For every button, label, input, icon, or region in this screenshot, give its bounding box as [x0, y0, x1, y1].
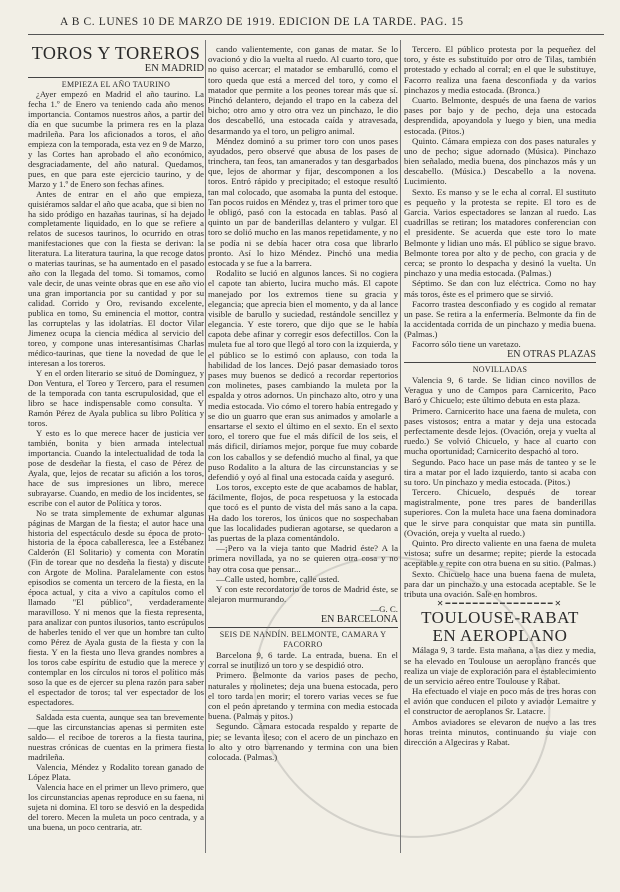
paragraph: Y en el orden literario se situó de Domínguez, y Don Ventura, el Toreo y Tercero, para el resumen de la temporada con tanta escrupulosidad, que el libro se hace indispensable como consulta. Y Ramón Pérez de Ayala publica su libro Política y toros. [28, 368, 204, 428]
paragraph: Cuarto. Belmonte, después de una faena de varios pases por bajo y de pecho, deja una estocada desprendida, apoyandola y luego y bien, una media estocada. (Pitos.) [404, 94, 596, 136]
column-divider [205, 40, 206, 853]
paragraph: Valencia, Méndez y Rodalito torean ganado de López Plata. [28, 761, 204, 782]
paragraph: Barcelona 9, 6 tarde. La entrada, buena. En el corral se inutilizó un toro y se despidió otro. [208, 650, 398, 671]
divider [52, 710, 180, 711]
article-title: TOROS Y TOREROS [31, 43, 201, 63]
paragraph: Los toros, excepto este de que acabamos de hablar, fácilmente, flojos, de poca respetuosa y la estocada que tocó es el punto de vista del más sano a la capa. Ha dado los toreros, los únicos que no sospechaban que las localidades pudieran agotarse, se quedaron a las puertas de la plaza comentándolo. [208, 482, 398, 543]
paragraph: Rodalito se lució en algunos lances. Si no cogiera el capote tan abierto, lucira mucho más. El capote manejado por los extremos tiene su gracia y elegancia; que aprecia bien el momento, y da al lance visible de barullo y suciedad, restándole sencillez y elegancia. Y este torero, que dijo que se le había capota debe afinar y corregir esos defectillos. Con la muleta fue al toro que llegó al toro con la izquierda, y el público se lo estimó con aplauso, con toda la habilidad de los lances. Dejó pasar demasiado toros pases muy buenos se dedicó a recordar repertorios con molinetes, pases cambiando la muleta por la espalda y otros adornos. Un pinchazo alto, otro y una media estocada. Vio cómo el torero había entregado y se dio un guarro que eran sus animados y amolarle a ensartarse el sexto el último en el sexto. En el sexto toro, el torero que fue el más difícil de los seis, el más dificil, diríamos mejor, porque fue muy cobarde con los caballos y se defendió mucho al final, ya que puso Rodalito a la altura de las circunstancias y se defendió y oyó al final una estocada caída y aseguró. [208, 268, 398, 482]
paragraph: Antes de entrar en el año que empieza, quisiéramos saldar el año que acaba, que si bien no ha sido pródigo en hazañas taurinas, sí ha dejado completamente liquidado, en lo que se refiere a relatos de sucesos taurinos, lo ocurrido en otras manifestaciones que con la fiesta se derivan: la literatura. La literatura taurina, la que recoge datos o materias taurinas, se ha aumentado en el pasado año con la llegada del tomo. Si tomamos, como vale decir, de unas veinte obras que en ese año vio una gran importancia por su cantidad y por su calidad. Corrido y Oro, revisando excelente, publica en tomo, Su eminencia el mottor, contra las corruptelas y las idolatrías. El doctor Vilar Jimenez ocupa la ciencia médica al servicio del toreo, y compone unas interesantísimas Charlas médico-taurinas, que tiene la novedad de que le interesan a los toreros. [28, 188, 204, 369]
paragraph: Quinto. Pro directo valiente en una faena de muleta vistosa; sufre un desarme; repite; pierde la estocada aceptable y repite con otra buena en su sitio. (Palmas.) [404, 538, 596, 569]
divider [404, 362, 596, 363]
paragraph: cando valientemente, con ganas de matar. Se lo ovacionó y dio la vuelta al ruedo. Al cuarto toro, que no quiso acercar; el matador se embarulló, como el toro queda que está a merced del toro, y como el matador que permite a los peones torear más que sí. Pinchó delantero, dejando el trapo en la cabeza del bicho; otro amo y otro otra vez un pinchazo, le dio dos descabelló, una estocada caída y atravesada, desarmando ya el toro, un peligro animal. [208, 44, 398, 136]
headline: EN AEROPLANO [432, 626, 568, 646]
paragraph: Tercero. Chicuelo, después de torear magistralmente, pone tres pares de banderillas superiores. Con la muleta hace una faena dominadora que le sirve para conquistar que mata sin puntilla. (Ovación, oreja y vuelta al ruedo.) [404, 487, 596, 538]
paragraph: Y con este recordatorio de toros de Madrid éste, se alejaron murmurando. [208, 583, 398, 605]
paragraph: Ha efectuado el viaje en poco más de tres horas con el avión que conducen el piloto y aviador Lemaitre y el constructor de aeroplanos Sr. Latacre. [404, 686, 596, 717]
page-header: A B C. LUNES 10 DE MARZO DE 1919. EDICION DE LA TARDE. PAG. 15 [60, 16, 464, 28]
section-heading: EN OTRAS PLAZAS [507, 348, 596, 360]
subheading: NOVILLADAS [472, 364, 528, 374]
ornament-divider: ✕━━━━━━━━━━━━━━━━✕ [436, 599, 564, 609]
section-heading: EMPIEZA EL AÑO TAURINO [61, 79, 171, 89]
paragraph: Tercero. El público protesta por la pequeñez del toro, y éste es substituído por otro de Tilas, también protestado y echado al corral; en el que le substituye, Facorro realiza una faena desconfiada y da varios pinchazos y media estocada. (Bronca.) [404, 44, 596, 95]
header-rule [28, 34, 604, 35]
paragraph: Segundo. Paco hace un pase más de tanteo y se le tira a matar por el lado izquierdo, tanto si acaba con su toro. Un pinchazo y media estocada. (Pitos.) [404, 456, 596, 487]
paragraph: Y esto es lo que merece hacer de justicia ver también, bonita y bien armada intelectual importancia. Cuando la intelectualidad de toda la pose de desdeñar la fiesta, el caso de Pérez de Ayala, que, lejos de recatar su afición a los toros, hace de sus impresiones un libro, merece subrayarse. Cuando, en medio de los incidentes, se escribe con el autor de Política y toros. [28, 427, 204, 508]
subheading: SEIS DE NANDÍN. BELMONTE, CAMARA Y FACORRO [219, 629, 387, 649]
paragraph: Primero. Belmonte da varios pases de pecho, naturales y molinetes; deja una buena estocada, pero el toro tarda en morir; el torero varias veces se fue con el peón apretando y termina con media estocada buena. (Palmas y pitos.) [208, 670, 398, 722]
paragraph: Sexto. Chicuelo hace una buena faena de muleta, para dar un pinchazo y una estocada aceptable. Se le tributa una ovación. Sale en hombros. [404, 568, 596, 599]
headline: TOULOUSE-RABAT [421, 608, 579, 628]
paragraph: Málaga 9, 3 tarde. Esta mañana, a las diez y media, se ha elevado en Toulouse un aeroplano francés que realiza un viaje de exploración para el establecimiento de un servicio aéreo entre Toulouse y Rabat. [404, 645, 596, 686]
paragraph: Ambos aviadores se elevaron de nuevo a las tres horas treinta minutos, continuando su viaje con dirección a Algeciras y Rabat. [404, 716, 596, 747]
paragraph: Segundo. Cámara estocada respaldo y reparte de pie; se levanta ileso; con el acero de un pinchazo en lo alto y otro barrenando y termina con una bien colocada. (Palmas.) [208, 721, 398, 762]
signature: —G. C. [370, 604, 398, 615]
paragraph: —Calle usted, hombre, calle usted. [216, 573, 340, 584]
divider [28, 77, 204, 78]
paragraph: —¡Pero va la vieja tanto que Madrid éste? A la primera novillada, ya no se quieren otra cosa y no hay otra cosa que pensar... [208, 543, 398, 574]
paragraph: Facorro trastea desconfiado y es cogido al rematar un pase. Se retira a la enfermería. Belmonte da fin de la accidentada corrida de un pinchazo y media buena. (Palmas.) [404, 298, 596, 340]
paragraph: No se trata simplemente de exhumar algunas páginas de Margan de la fiesta; el autor hace una historia del espectáculo desde su época de proto-historia de la época caballeresca, lee a Estébanez Calderón (El Solitario) y comenta con Moratín (Fin de torear que no desdeña la fiesta) y discute con Argote de Molina. Paralelamente con estos episodios se comenta un tercero de la fiesta, en la época actual, y cita a vivo a capítulos como el llamado "El público", verdaderamente maravilloso. Y ni menos que la fiesta representa, para analizar con puntos ilusorios, tanto escrúpulos de haberles tenido el ver que un hombre tan culto como Pérez de Ayala gusta de la fiesta y con la fiesta. Y en la fiesta uno lleva grandes nombres a los toros cabe espíritu de estudio que la merece y contemplar en los círculos ni toros el político más soso la que es de ejercer su plena razón para saber el espectador de toros; tal ver espectador de los espectadores. [28, 507, 204, 707]
paragraph: ¿Ayer empezó en Madrid el año taurino. La fecha 1.º de Enero va teniendo cada año menos importancia. Contamos nuestros años, a partir del día en que sucumbe la primera res en la plaza madrileña. Para los aficionados a toros, el año empieza con la temporada, esta vez en 9 de Marzo, y las Cortes han aprobado el año económico, desgraciadamente, del año natural. Quedamos, pues, en que para este ejercicio taurino, y de Marzo y 1.º de Enero son fechas afines. [28, 88, 204, 189]
paragraph: Facorro sólo tiene un varetazo. [412, 339, 521, 350]
paragraph: Méndez dominó a su primer toro con unos pases ayudados, pero observé que abusa de los pases de trinchera, tan feos, tan amanerados y tan desgarbados que, lejos de ahormar y fijar, descomponen a los toros. Entró rápido y precipitado; el estoque resultó tan mal colocado, que asomaba la punta del estoque. Tan pocos ruidos en Méndez y, tras el primer toro que le obligó, pasó con la estocada en tablas. Pasó al quinto un par de banderillas delantero y vulgar. El toro se dolió mucho en las manos repetidamente, y no se podía ni se debía hacer otra cosa que librarlo pronto. Así lo hizo Méndez. Pinchó una media estocada y se fue a la barrera. [208, 135, 398, 268]
paragraph: Valencia 9, 6 tarde. Se lidian cinco novillos de Veragua y uno de Campos para Carnicerito, Paco Baró y Chicuelo; este último debuta en esta plaza. [404, 375, 596, 406]
paragraph: Saldada esta cuenta, aunque sea tan brevemente —que las circunstancias apenas si permiten este saldo— el reciboe de toreros a la fiesta taurina, nuestras crónicas de cuentas en la primera fiesta madrileña. [28, 711, 204, 762]
paragraph: Quinto. Cámara empieza con dos pases naturales y uno de pecho; sigue adornado (Música). Pinchazo bien señalado, media buena, dos pinchazos más y un descabello. (Música.) Descabello a la novena. Lucimiento. [404, 135, 596, 187]
paragraph: Valencia hace en el primer un llevo primero, que los circunstancias apenas reproduce en su faena, ni sujeta ni domina. El toro se desvió en la despedida del torero. Mecen la muleta un poco centrada, y a una buena, un poco centraria, atr. [28, 781, 204, 832]
section-heading: EN BARCELONA [321, 613, 398, 625]
article-subtitle: EN MADRID [144, 62, 204, 74]
paragraph: Primero. Carnicerito hace una faena de muleta, con pases vistosos; entra a matar y deja una estocada perfectamente desde lejos. (Ovación, oreja y vuelta al ruedo.) Se volvió Chicuelo, y hace al cuarto con mucha oportunidad; Carnicerito despachó al toro. [404, 405, 596, 457]
column-1 [28, 44, 204, 833]
paragraph: Séptimo. Se dan con luz eléctrica. Como no hay más toros, éste es el primero que se sirvió. [404, 278, 596, 299]
paragraph: Sexto. Es manso y se le echa al corral. El sustituto es pequeño y la protesta se repite. El toro es de Garcia. Varios espectadores se lanzan al ruedo. Las cuadrillas se retiran; los matadores conferencian con el presidente. Se acuerda que este toro lo mate Belmonte y lidian uno más. El público se sigue bravo. Belmonte torea por alto y de pecho, con gracia y de cerca; se pronto lo despacha y desinó la vuelta. Un pinchazo y una media estocada. (Palmas.) [404, 186, 596, 279]
